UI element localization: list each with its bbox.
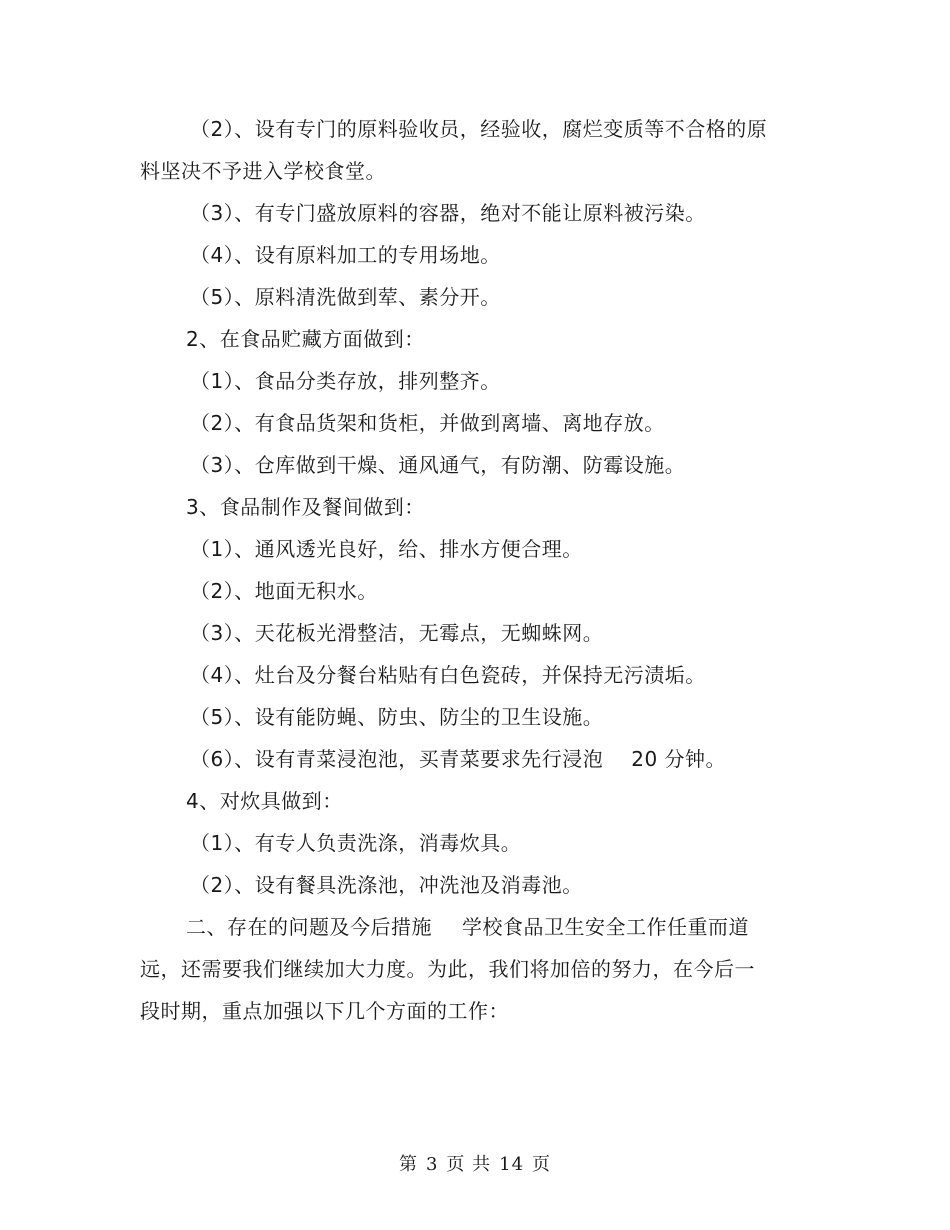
text-segment: （6）、设有青菜浸泡池，买青菜要求先行浸泡 (190, 747, 604, 771)
text-segment: 学校食品卫生安全工作任重而道 (462, 915, 749, 939)
text-line: 段时期，重点加强以下几个方面的工作： (140, 999, 509, 1023)
footer-mid: 页 共 (446, 1154, 492, 1175)
page-footer (0, 1150, 950, 1176)
text-line: （1）、通风透光良好，给、排水方便合理。 (190, 537, 583, 561)
text-line: （3）、天花板光滑整洁，无霉点，无蜘蛛网。 (190, 621, 604, 645)
text-line: （5）、原料清洗做到荤、素分开。 (190, 285, 501, 309)
text-line: （2）、设有餐具洗涤池，冲洗池及消毒池。 (190, 873, 583, 897)
text-line (140, 738, 780, 780)
text-line: （3）、有专门盛放原料的容器，绝对不能让原料被污染。 (190, 201, 706, 225)
footer-prefix: 第 (398, 1154, 418, 1175)
text-line: （4）、设有原料加工的专用场地。 (190, 243, 501, 267)
text-line (140, 906, 780, 948)
text-line: （2）、地面无积水。 (190, 579, 378, 603)
section-heading: 4、对炊具做到： (186, 789, 343, 813)
section-heading: 2、在食品贮藏方面做到： (186, 327, 425, 351)
text-line: （1）、有专人负责洗涤，消毒炊具。 (190, 831, 522, 855)
text-line: 远，还需要我们继续加大力度。为此，我们将加倍的努力，在今后一 (140, 957, 755, 981)
text-line: （3）、仓库做到干燥、通风通气，有防潮、防霉设施。 (190, 453, 686, 477)
footer-suffix: 页 (532, 1154, 552, 1175)
text-segment: 20 分钟。 (631, 747, 727, 771)
current-page-number: 3 (425, 1154, 439, 1175)
section-heading: 3、食品制作及餐间做到： (186, 495, 425, 519)
document-body (140, 108, 780, 1032)
text-line: （4）、灶台及分餐台粘贴有白色瓷砖，并保持无污渍垢。 (190, 663, 706, 687)
text-line: （2）、有食品货架和货柜，并做到离墙、离地存放。 (190, 411, 665, 435)
text-line: 料坚决不予进入学校食堂。 (140, 159, 386, 183)
section-heading: 二、存在的问题及今后措施 (186, 915, 432, 939)
total-page-count: 14 (499, 1154, 525, 1175)
text-line: （2）、设有专门的原料验收员，经验收，腐烂变质等不合格的原 (190, 117, 768, 141)
text-line: （1）、食品分类存放，排列整齐。 (190, 369, 501, 393)
text-line: （5）、设有能防蝇、防虫、防尘的卫生设施。 (190, 705, 604, 729)
